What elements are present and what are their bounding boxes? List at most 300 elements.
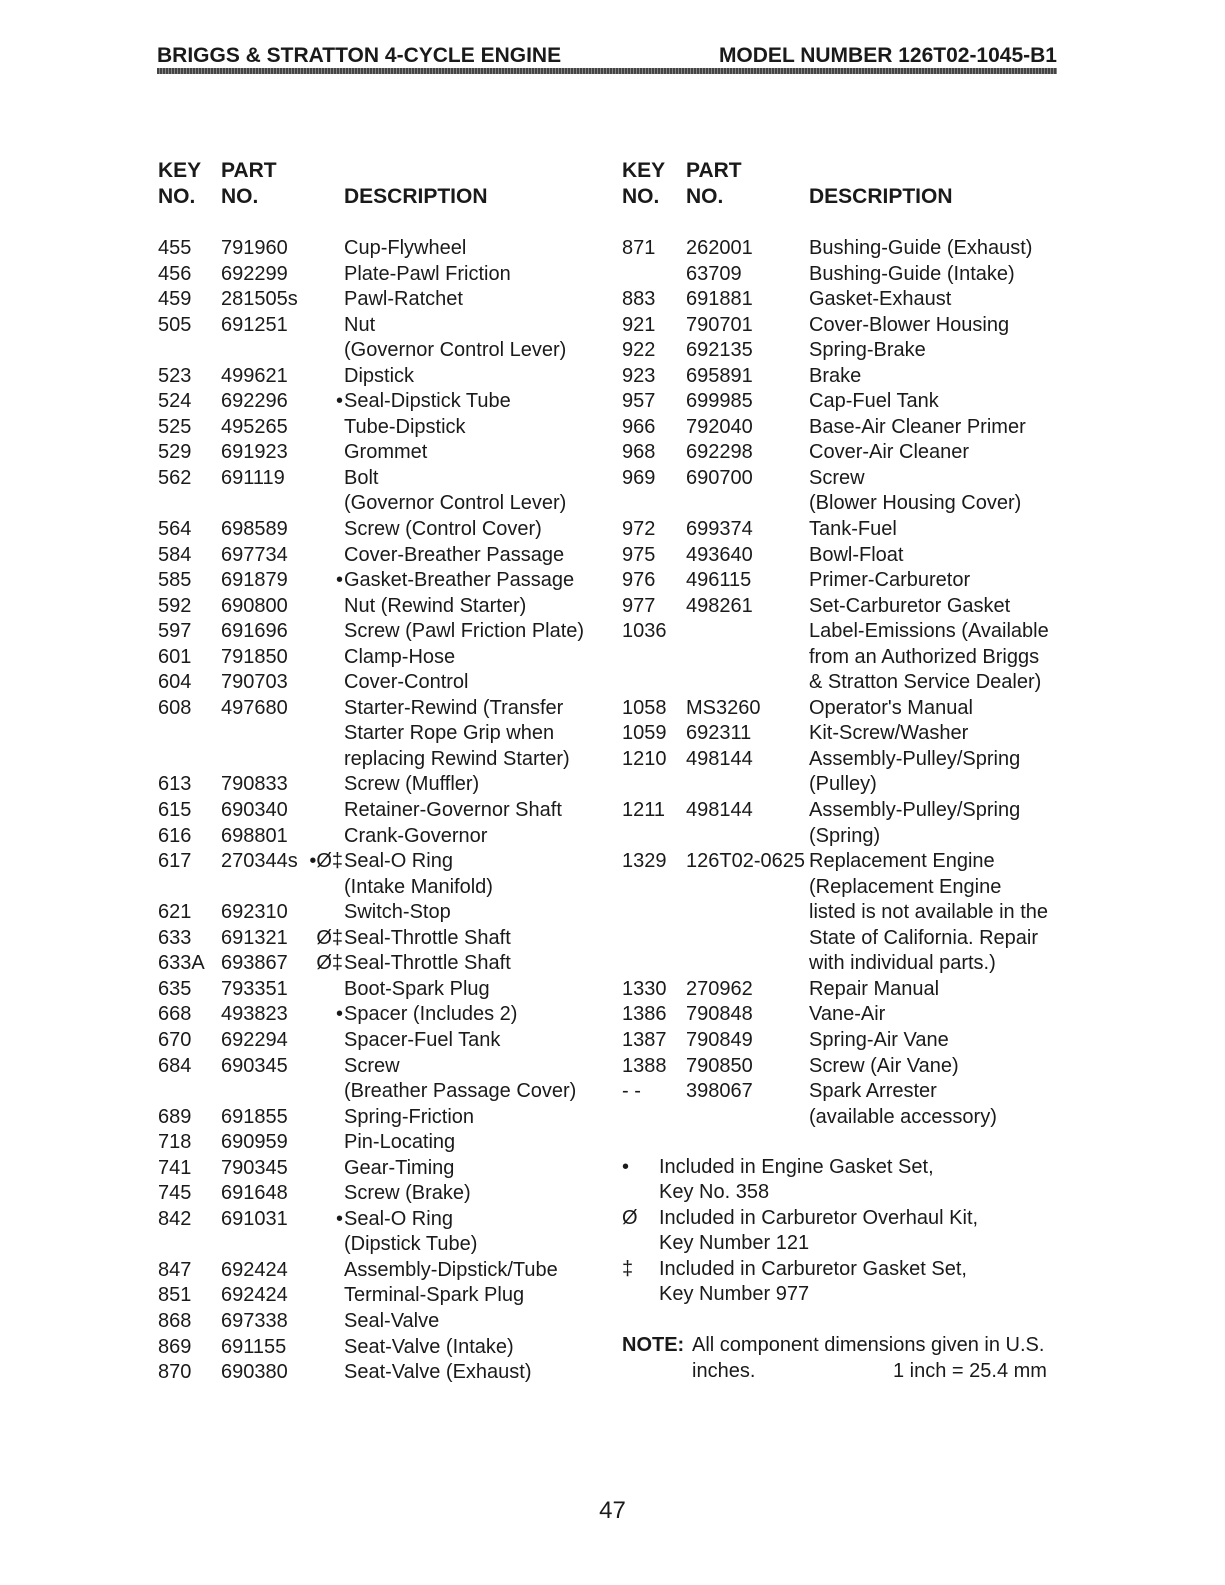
- cell-key: 616: [158, 824, 192, 847]
- cell-key: 635: [158, 977, 192, 1000]
- cell-desc: Seat-Valve (Exhaust): [344, 1361, 532, 1384]
- table-row: [622, 951, 1062, 977]
- cell-desc: Cover-Air Cleaner: [809, 441, 970, 464]
- cell-key: 842: [158, 1207, 192, 1230]
- cell-desc: Cup-Flywheel: [344, 237, 467, 259]
- table-row: [158, 619, 598, 645]
- cell-part: 690340: [221, 799, 288, 822]
- table-row: [158, 1002, 598, 1028]
- table-row: [158, 1105, 598, 1131]
- cell-mark: •Ø‡: [309, 850, 343, 873]
- table-row: [158, 1360, 598, 1386]
- cell-desc: Tank-Fuel: [809, 518, 897, 541]
- cell-key: 966: [622, 415, 656, 438]
- cell-part: 63709: [686, 262, 742, 285]
- cell-desc: Seal-Throttle Shaft: [344, 952, 511, 975]
- document-title: BRIGGS & STRATTON 4-CYCLE ENGINE: [157, 44, 562, 67]
- table-row: [158, 645, 598, 671]
- cell-desc: listed is not available in the: [809, 901, 1049, 924]
- cell-key: 564: [158, 518, 192, 541]
- cell-desc: Cover-Blower Housing: [809, 313, 1010, 336]
- cell-part: 697734: [221, 543, 288, 566]
- legend-text: Included in Carburetor Gasket Set,: [659, 1258, 967, 1280]
- cell-desc: with individual parts.): [809, 952, 996, 975]
- legend-text: Key Number 977: [659, 1283, 810, 1305]
- cell-key: 597: [158, 620, 192, 643]
- cell-desc: Base-Air Cleaner Primer: [809, 415, 1026, 438]
- cell-part: 691119: [221, 466, 285, 489]
- cell-part: 692424: [221, 1284, 288, 1307]
- cell-part: 691648: [221, 1182, 288, 1205]
- cell-part: 498144: [686, 747, 753, 770]
- cell-desc: Pin-Locating: [344, 1131, 456, 1154]
- table-row: [622, 338, 1062, 364]
- cell-part: 690345: [221, 1054, 288, 1077]
- cell-part: 790850: [686, 1054, 753, 1077]
- cell-desc: Seal-O Ring: [344, 1207, 453, 1230]
- legend-text: Key Number 121: [659, 1232, 810, 1254]
- table-row: [622, 875, 1062, 901]
- cell-desc: Tube-Dipstick: [344, 415, 466, 438]
- cell-desc: Replacement Engine: [809, 850, 995, 873]
- cell-desc: (available accessory): [809, 1105, 997, 1128]
- table-row: [622, 747, 1062, 773]
- table-row: [158, 849, 598, 875]
- cell-desc: Kit-Screw/Washer: [809, 722, 969, 745]
- cell-desc: Boot-Spark Plug: [344, 977, 490, 1000]
- cell-desc: Screw (Brake): [344, 1182, 471, 1205]
- cell-desc: Assembly-Pulley/Spring: [809, 747, 1021, 770]
- table-row: [158, 313, 598, 339]
- cell-desc: Bolt: [344, 466, 379, 489]
- table-row: [158, 798, 598, 824]
- note-text: inches.: [692, 1360, 756, 1382]
- cell-key: 585: [158, 569, 192, 592]
- table-row: [622, 543, 1062, 569]
- cell-part: 699374: [686, 518, 753, 541]
- cell-desc: Assembly-Dipstick/Tube: [344, 1258, 558, 1281]
- table-row: [622, 440, 1062, 466]
- cell-desc: Seal-Valve: [344, 1309, 440, 1332]
- table-row: [622, 466, 1062, 492]
- legend-symbol: Ø: [622, 1207, 638, 1229]
- table-row: [622, 236, 1062, 262]
- cell-key: 1211: [622, 799, 666, 822]
- cell-desc: (Blower Housing Cover): [809, 492, 1022, 515]
- cell-key: 608: [158, 696, 192, 719]
- legend-text: Key No. 358: [659, 1181, 770, 1203]
- cell-part: 498261: [686, 594, 753, 617]
- cell-part: 281505s: [221, 288, 298, 311]
- cell-desc: Primer-Carburetor: [809, 569, 971, 592]
- cell-part: 695891: [686, 364, 753, 387]
- cell-desc: Spring-Air Vane: [809, 1028, 949, 1051]
- cell-desc: Starter-Rewind (Transfer: [344, 696, 564, 719]
- legend-text: Included in Engine Gasket Set,: [659, 1156, 934, 1178]
- cell-desc: Bushing-Guide (Intake): [809, 262, 1015, 285]
- table-row: [158, 287, 598, 313]
- cell-part: 699985: [686, 390, 753, 413]
- cell-part: 691881: [686, 288, 753, 311]
- cell-desc: Spacer-Fuel Tank: [344, 1028, 501, 1051]
- cell-key: 1210: [622, 747, 667, 770]
- cell-desc: (Replacement Engine: [809, 875, 1002, 898]
- cell-key: 604: [158, 671, 192, 694]
- table-row: [622, 594, 1062, 620]
- table-row: [622, 798, 1062, 824]
- cell-key: 455: [158, 237, 192, 259]
- cell-part: 691031: [221, 1207, 288, 1230]
- table-row: [622, 287, 1062, 313]
- cell-part: 690700: [686, 466, 753, 489]
- cell-key: 718: [158, 1131, 192, 1154]
- cell-desc: Gasket-Breather Passage: [344, 569, 575, 592]
- cell-desc: Nut: [344, 313, 376, 336]
- table-row: [158, 772, 598, 798]
- table-row: [622, 262, 1062, 288]
- table-row: [158, 747, 598, 773]
- table-row: [158, 491, 598, 517]
- cell-desc: (Governor Control Lever): [344, 492, 567, 515]
- cell-key: 529: [158, 441, 192, 464]
- cell-key: 1387: [622, 1028, 667, 1051]
- cell-part: 790701: [686, 313, 753, 336]
- table-row: [622, 619, 1062, 645]
- cell-key: 689: [158, 1105, 192, 1128]
- cell-desc: (Breather Passage Cover): [344, 1080, 577, 1103]
- legend-symbol: ‡: [622, 1258, 634, 1280]
- cell-desc: Starter Rope Grip when: [344, 722, 555, 745]
- cell-key: 524: [158, 390, 192, 413]
- left-parts-table: [158, 236, 598, 1386]
- cell-desc: Spark Arrester: [809, 1080, 937, 1103]
- cell-part: 692299: [221, 262, 288, 285]
- cell-key: 741: [158, 1156, 192, 1179]
- cell-part: 691321: [221, 926, 288, 949]
- cell-key: 883: [622, 288, 656, 311]
- table-row: [158, 1054, 598, 1080]
- table-row: [158, 466, 598, 492]
- cell-key: 745: [158, 1182, 192, 1205]
- left-description-heading: DESCRIPTION: [344, 185, 488, 208]
- cell-desc: Switch-Stop: [344, 901, 451, 924]
- table-row: [158, 1283, 598, 1309]
- table-row: [158, 415, 598, 441]
- cell-desc: Screw (Muffler): [344, 773, 480, 796]
- table-row: [158, 1130, 598, 1156]
- cell-desc: Operator's Manual: [809, 696, 973, 719]
- table-row: [158, 1181, 598, 1207]
- table-row: [622, 415, 1062, 441]
- table-row: [622, 900, 1062, 926]
- table-row: [622, 926, 1062, 952]
- table-row: [622, 1079, 1062, 1105]
- cell-part: 690380: [221, 1361, 288, 1384]
- cell-desc: Screw (Pawl Friction Plate): [344, 620, 585, 643]
- table-row: [622, 568, 1062, 594]
- note-text: All component dimensions given in U.S.: [692, 1334, 1045, 1356]
- cell-part: 497680: [221, 696, 288, 719]
- cell-key: 670: [158, 1028, 192, 1051]
- cell-key: 922: [622, 339, 656, 362]
- table-row: [158, 1028, 598, 1054]
- cell-part: 698589: [221, 518, 288, 541]
- cell-part: 693867: [221, 952, 288, 975]
- cell-desc: Screw (Control Cover): [344, 518, 542, 541]
- cell-key: 621: [158, 901, 192, 924]
- cell-desc: Cover-Breather Passage: [344, 543, 565, 566]
- table-row: [622, 1002, 1062, 1028]
- cell-part: 692298: [686, 441, 753, 464]
- cell-part: 697338: [221, 1309, 288, 1332]
- table-row: [158, 1207, 598, 1233]
- cell-part: 691879: [221, 569, 288, 592]
- table-row: [158, 364, 598, 390]
- cell-desc: Crank-Governor: [344, 824, 488, 847]
- table-row: [622, 696, 1062, 722]
- cell-part: 495265: [221, 415, 288, 438]
- table-row: [622, 824, 1062, 850]
- cell-part: 692135: [686, 339, 753, 362]
- table-row: [158, 696, 598, 722]
- cell-part: 790345: [221, 1156, 288, 1179]
- cell-part: 790703: [221, 671, 288, 694]
- cell-key: 975: [622, 543, 656, 566]
- cell-part: 790849: [686, 1028, 753, 1051]
- cell-mark: •: [335, 1003, 343, 1026]
- cell-key: 851: [158, 1284, 192, 1307]
- cell-desc: Seal-Dipstick Tube: [344, 390, 511, 413]
- table-row: [158, 389, 598, 415]
- cell-part: 690800: [221, 594, 288, 617]
- cell-desc: Seat-Valve (Intake): [344, 1335, 514, 1358]
- cell-desc: Retainer-Governor Shaft: [344, 799, 562, 822]
- cell-key: - -: [622, 1080, 641, 1103]
- table-row: [158, 338, 598, 364]
- cell-part: 791850: [221, 645, 288, 668]
- cell-part: 692310: [221, 901, 288, 924]
- cell-key: 868: [158, 1309, 192, 1332]
- cell-part: 691855: [221, 1105, 288, 1128]
- cell-part: 698801: [221, 824, 288, 847]
- cell-desc: & Stratton Service Dealer): [809, 671, 1042, 694]
- note-conversion: 1 inch = 25.4 mm: [893, 1360, 1047, 1382]
- table-row: [158, 517, 598, 543]
- cell-mark: •: [335, 569, 343, 592]
- cell-part: 398067: [686, 1080, 753, 1103]
- cell-part: 493640: [686, 543, 753, 566]
- table-row: [622, 517, 1062, 543]
- cell-key: 668: [158, 1003, 192, 1026]
- cell-mark: •: [335, 1207, 343, 1230]
- cell-key: 523: [158, 364, 192, 387]
- table-row: [158, 951, 598, 977]
- table-row: [158, 568, 598, 594]
- cell-key: 870: [158, 1361, 192, 1384]
- cell-desc: Dipstick: [344, 364, 415, 387]
- table-row: [622, 1105, 1062, 1131]
- right-key-heading: KEY NO.: [622, 159, 666, 208]
- cell-key: 562: [158, 466, 192, 489]
- table-row: [622, 670, 1062, 696]
- cell-desc: Bowl-Float: [809, 543, 904, 566]
- cell-key: 921: [622, 313, 656, 336]
- model-number: MODEL NUMBER 126T02-1045-B1: [718, 44, 1057, 67]
- cell-part: 790848: [686, 1003, 753, 1026]
- cell-key: 505: [158, 313, 192, 336]
- cell-desc: Brake: [809, 364, 862, 387]
- table-row: [622, 645, 1062, 671]
- cell-desc: Assembly-Pulley/Spring: [809, 799, 1021, 822]
- table-row: [158, 926, 598, 952]
- cell-key: 923: [622, 364, 656, 387]
- cell-desc: (Pulley): [809, 773, 877, 796]
- cell-desc: Grommet: [344, 441, 428, 464]
- cell-desc: Nut (Rewind Starter): [344, 594, 527, 617]
- note-label: NOTE:: [622, 1334, 685, 1356]
- table-row: [158, 1258, 598, 1284]
- table-row: [158, 875, 598, 901]
- cell-part: 692424: [221, 1258, 288, 1281]
- cell-desc: (Intake Manifold): [344, 875, 493, 898]
- cell-part: 691923: [221, 441, 288, 464]
- cell-part: 270344s: [221, 850, 298, 873]
- table-row: [158, 236, 598, 262]
- cell-desc: Seal-Throttle Shaft: [344, 926, 511, 949]
- cell-key: 584: [158, 543, 192, 566]
- cell-desc: Set-Carburetor Gasket: [809, 594, 1011, 617]
- cell-part: 498144: [686, 799, 753, 822]
- cell-part: 692311: [686, 722, 752, 745]
- cell-desc: Gear-Timing: [344, 1156, 455, 1179]
- cell-key: 633: [158, 926, 192, 949]
- cell-mark: •: [335, 390, 343, 413]
- cell-key: 1036: [622, 620, 667, 643]
- cell-part: 691155: [221, 1335, 287, 1358]
- cell-key: 969: [622, 466, 656, 489]
- table-row: [622, 1054, 1062, 1080]
- table-row: [622, 721, 1062, 747]
- cell-desc: Spring-Friction: [344, 1105, 475, 1128]
- cell-part: 791960: [221, 237, 288, 259]
- cell-desc: Vane-Air: [809, 1003, 886, 1026]
- right-parts-table: [622, 236, 1062, 1130]
- header-rule: [157, 68, 1057, 74]
- cell-part: 692294: [221, 1028, 288, 1051]
- table-row: [622, 389, 1062, 415]
- cell-part: 691251: [221, 313, 288, 336]
- cell-desc: Screw: [344, 1054, 400, 1077]
- legend-symbol: •: [622, 1156, 630, 1178]
- cell-desc: (Dipstick Tube): [344, 1233, 478, 1256]
- page-header: [157, 44, 1057, 66]
- cell-key: 869: [158, 1335, 192, 1358]
- cell-desc: Screw: [809, 466, 865, 489]
- cell-key: 525: [158, 415, 192, 438]
- cell-desc: Pawl-Ratchet: [344, 288, 463, 311]
- cell-key: 1329: [622, 850, 667, 873]
- cell-part: 691696: [221, 620, 288, 643]
- table-row: [158, 900, 598, 926]
- table-row: [158, 1232, 598, 1258]
- cell-key: 456: [158, 262, 192, 285]
- cell-desc: Screw (Air Vane): [809, 1054, 959, 1077]
- left-key-heading: KEY NO.: [158, 159, 202, 208]
- table-row: [622, 313, 1062, 339]
- cell-key: 592: [158, 594, 192, 617]
- cell-key: 615: [158, 799, 192, 822]
- cell-part: 690959: [221, 1131, 288, 1154]
- cell-key: 1059: [622, 722, 667, 745]
- cell-part: 126T02-0625: [686, 850, 805, 873]
- cell-desc: Terminal-Spark Plug: [344, 1284, 525, 1307]
- cell-key: 613: [158, 773, 192, 796]
- table-row: [158, 824, 598, 850]
- table-row: [158, 977, 598, 1003]
- table-row: [158, 1156, 598, 1182]
- cell-part: 270962: [686, 977, 753, 1000]
- table-row: [158, 262, 598, 288]
- table-row: [158, 670, 598, 696]
- cell-desc: Seal-O Ring: [344, 850, 453, 873]
- table-row: [158, 1079, 598, 1105]
- cell-desc: from an Authorized Briggs: [809, 645, 1040, 668]
- table-row: [622, 491, 1062, 517]
- cell-part: 262001: [686, 237, 753, 259]
- cell-key: 601: [158, 645, 192, 668]
- cell-mark: Ø‡: [316, 926, 343, 949]
- cell-desc: State of California. Repair: [809, 926, 1039, 949]
- cell-key: 684: [158, 1054, 192, 1077]
- cell-desc: Label-Emissions (Available: [809, 620, 1049, 643]
- legend-text: Included in Carburetor Overhaul Kit,: [659, 1207, 979, 1229]
- cell-desc: replacing Rewind Starter): [344, 747, 570, 770]
- table-row: [158, 543, 598, 569]
- cell-key: 617: [158, 850, 192, 873]
- page-number: 47: [599, 1497, 626, 1524]
- cell-key: 871: [622, 237, 656, 259]
- cell-desc: Repair Manual: [809, 977, 940, 1000]
- cell-part: 496115: [686, 569, 752, 592]
- table-row: [622, 1028, 1062, 1054]
- right-description-heading: DESCRIPTION: [809, 185, 953, 208]
- cell-part: 793351: [221, 977, 288, 1000]
- cell-key: 1388: [622, 1054, 667, 1077]
- cell-desc: Cover-Control: [344, 671, 469, 694]
- table-row: [622, 977, 1062, 1003]
- table-row: [622, 364, 1062, 390]
- left-part-heading: PART NO.: [221, 159, 277, 208]
- cell-desc: Spacer (Includes 2): [344, 1003, 518, 1026]
- cell-key: 972: [622, 518, 656, 541]
- cell-part: 499621: [221, 364, 288, 387]
- right-part-heading: PART NO.: [686, 159, 742, 208]
- cell-part: 493823: [221, 1003, 288, 1026]
- cell-part: MS3260: [686, 696, 761, 719]
- cell-key: 1330: [622, 977, 667, 1000]
- table-row: [622, 772, 1062, 798]
- cell-desc: (Spring): [809, 824, 881, 847]
- cell-desc: Cap-Fuel Tank: [809, 390, 939, 413]
- cell-part: 692296: [221, 390, 288, 413]
- cell-desc: (Governor Control Lever): [344, 339, 567, 362]
- cell-part: 792040: [686, 415, 753, 438]
- cell-desc: Gasket-Exhaust: [809, 288, 952, 311]
- cell-key: 957: [622, 390, 656, 413]
- cell-desc: Plate-Pawl Friction: [344, 262, 511, 285]
- cell-mark: Ø‡: [316, 952, 343, 975]
- cell-key: 847: [158, 1258, 192, 1281]
